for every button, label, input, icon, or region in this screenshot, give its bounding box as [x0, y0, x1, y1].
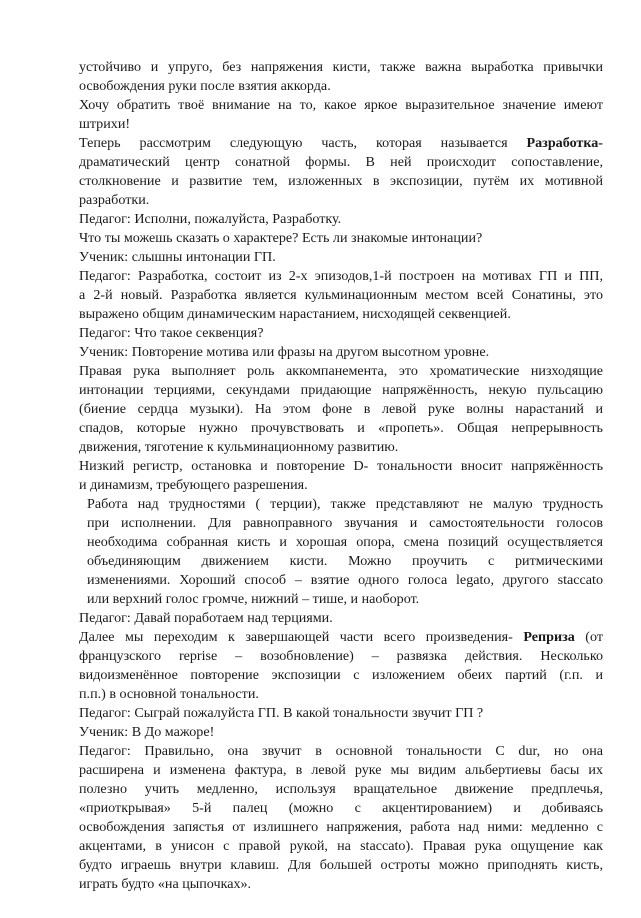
text-run: Далее мы переходим к завершающей части всего произведения-: [79, 629, 524, 645]
text-run: Работа над трудностями ( терции), также представляют не малую трудность: [87, 496, 603, 512]
paragraph: [79, 742, 603, 894]
text-line: [79, 362, 603, 381]
text-line: [79, 457, 603, 476]
text-run: п.п.) в основной тональности.: [79, 686, 259, 702]
text-run: движения, тяготение к кульминационному развитию.: [79, 439, 399, 455]
paragraph: [79, 58, 603, 96]
text-run: Ученик: В До мажоре!: [79, 724, 215, 740]
text-run: Что ты можешь сказать о характере? Есть ли знакомые интонации?: [79, 230, 483, 246]
text-line: [79, 609, 603, 628]
text-run: Ученик: Повторение мотива или фразы на другом высотном уровне.: [79, 344, 490, 360]
text-run: расширена и изменена фактура, в левой руке мы видим альбертиевы басы их: [79, 762, 603, 778]
text-line: [79, 666, 603, 685]
text-line: [79, 476, 603, 495]
text-line: [79, 761, 603, 780]
text-line: [79, 96, 603, 115]
bold-term: Разработка-: [526, 135, 603, 151]
text-line: [79, 438, 603, 457]
text-run: Ученик: слышны интонации ГП.: [79, 249, 276, 265]
text-line: [79, 191, 603, 210]
text-run: или верхний голос громче, нижний – тише, и наоборот.: [87, 591, 420, 607]
text-line: [79, 229, 603, 248]
text-run: французского reprise – возобновление) – развязка действия. Несколько: [79, 648, 603, 664]
text-line: [79, 628, 603, 647]
text-run: играть будто «на цыпочках».: [79, 876, 252, 892]
document-page: [79, 58, 603, 894]
text-run: Педагог: Давай поработаем над терциями.: [79, 610, 333, 626]
text-run: Педагог: Исполни, пожалуйста, Разработку.: [79, 211, 342, 227]
paragraph: [79, 723, 603, 742]
text-run: при исполнении. Для равноправного звучания и самостоятельности голосов: [87, 515, 603, 531]
text-run: штрихи!: [79, 116, 131, 132]
text-line: [79, 153, 603, 172]
text-line: [79, 837, 603, 856]
text-line: [79, 286, 603, 305]
text-line: [79, 818, 603, 837]
text-line: [79, 58, 603, 77]
text-run: а 2-й новый. Разработка является кульминационным местом всей Сонатины, это: [79, 287, 603, 303]
text-run: будто играешь внутри клавиш. Для большей остроты можно приподнять кисть,: [79, 857, 603, 873]
text-line: [79, 514, 603, 533]
paragraph: [79, 134, 603, 210]
paragraph: [79, 210, 603, 229]
text-line: [79, 533, 603, 552]
text-run: Педагог: Разработка, состоит из 2-х эпизодов,1-й построен на мотивах ГП и ПП,: [79, 268, 603, 284]
text-line: [79, 552, 603, 571]
text-line: [79, 172, 603, 191]
text-run: Педагог: Что такое секвенция?: [79, 325, 264, 341]
text-line: [79, 799, 603, 818]
text-run: объединяющим движением кисти. Можно проучить с ритмическими: [87, 553, 603, 569]
text-line: [79, 856, 603, 875]
paragraph: [79, 343, 603, 362]
text-run: видоизменённое повторение экспозиции с изложением обеих партий (г.п. и: [79, 667, 603, 683]
text-run: Низкий регистр, остановка и повторение D- тональности вносит напряжённость: [79, 458, 603, 474]
text-line: [79, 115, 603, 134]
paragraph: [79, 362, 603, 457]
paragraph: [79, 457, 603, 495]
paragraph: [79, 96, 603, 134]
text-line: [79, 723, 603, 742]
text-run: столкновение и развитие тем, изложенных в экспозиции, путём их мотивной: [79, 173, 603, 189]
paragraph: [79, 248, 603, 267]
text-line: [79, 590, 603, 609]
text-line: [79, 77, 603, 96]
text-run: интонации терциями, секундами придающие напряжённость, некую пульсацию: [79, 382, 603, 398]
text-run: Правая рука выполняет роль аккомпанемента, это хроматические низходящие: [79, 363, 603, 379]
text-line: [79, 267, 603, 286]
text-run: акцентами, в унисон с правой рукой, на staccato). Правая рука ощущение как: [79, 838, 603, 854]
paragraph: [79, 609, 603, 628]
text-line: [79, 210, 603, 229]
paragraph: [79, 324, 603, 343]
text-line: [79, 248, 603, 267]
paragraph: [79, 267, 603, 324]
text-run: драматический центр сонатной формы. В ней происходит сопоставление,: [79, 154, 603, 170]
text-run: Хочу обратить твоё внимание на то, какое яркое выразительное значение имеют: [79, 97, 603, 113]
text-line: [79, 419, 603, 438]
text-line: [79, 685, 603, 704]
text-run: (от: [574, 629, 603, 645]
paragraph: [79, 229, 603, 248]
text-line: [79, 571, 603, 590]
text-run: устойчиво и упруго, без напряжения кисти, также важна выработка привычки: [79, 59, 603, 75]
text-run: Теперь рассмотрим следующую часть, которая называется: [79, 135, 527, 151]
text-line: [79, 324, 603, 343]
text-run: необходима собранная кисть и хорошая опора, смена позиций осуществляется: [87, 534, 603, 550]
text-line: [79, 780, 603, 799]
text-line: [79, 305, 603, 324]
text-line: [79, 134, 603, 153]
text-run: спадов, которые нужно прочувствовать и «пропеть». Общая непрерывность: [79, 420, 603, 436]
text-run: освобождения руки после взятия аккорда.: [79, 78, 331, 94]
text-line: [79, 647, 603, 666]
text-line: [79, 400, 603, 419]
text-run: изменениями. Хороший способ – взятие одного голоса legato, другого staccato: [87, 572, 603, 588]
text-run: полезно учить медленно, используя вращательное движение предплечья,: [79, 781, 603, 797]
text-line: [79, 495, 603, 514]
text-run: Педагог: Сыграй пожалуйста ГП. В какой тональности звучит ГП ?: [79, 705, 484, 721]
text-line: [79, 742, 603, 761]
paragraph: [79, 495, 603, 609]
text-run: и динамизм, требующего разрешения.: [79, 477, 308, 493]
text-run: Педагог: Правильно, она звучит в основной тональности C dur, но она: [79, 743, 603, 759]
text-run: «приоткрывая» 5-й палец (можно с акцентированием) и добиваясь: [79, 800, 603, 816]
text-line: [79, 381, 603, 400]
text-line: [79, 875, 603, 894]
text-run: выражено общим динамическим нарастанием, нисходящей секвенцией.: [79, 306, 511, 322]
bold-term: Реприза: [523, 629, 575, 645]
text-line: [79, 704, 603, 723]
text-run: (биение сердца музыки). На этом фоне в левой руке волны нарастаний и: [79, 401, 603, 417]
text-line: [79, 343, 603, 362]
paragraph: [79, 704, 603, 723]
paragraph: [79, 628, 603, 704]
text-run: разработки.: [79, 192, 150, 208]
text-run: освобождения запястья от излишнего напряжения, работа над ними: медленно с: [79, 819, 603, 835]
